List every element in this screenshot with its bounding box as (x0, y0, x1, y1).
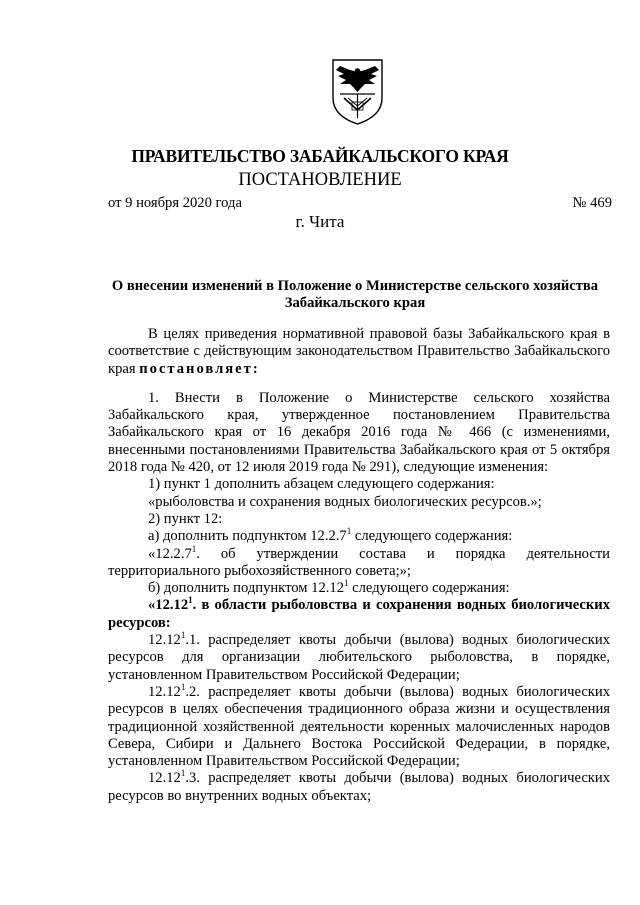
superscript: 1 (344, 578, 349, 589)
item-2a-quote (108, 543, 610, 581)
item-2a-quote-num: «12.2.7 (148, 545, 192, 562)
decree-word: постановляет: (139, 360, 260, 377)
coat-of-arms-emblem (330, 58, 385, 126)
subitem-12-12-1 (108, 632, 610, 684)
subitem-num: 12.12 (148, 632, 181, 649)
item-2b-paragraph (108, 580, 610, 597)
document-city: г. Чита (295, 212, 345, 231)
superscript: 1 (180, 682, 186, 693)
subitem-text: .3. распределяет квоты добычи (вылова) водных биологических ресурсов во внутренних водных объектах; (108, 770, 610, 804)
superscript: 1 (346, 526, 352, 537)
item-2b-quote-heading (108, 597, 610, 632)
document-body (108, 326, 610, 805)
preamble-paragraph (108, 326, 610, 378)
superscript: 1 (180, 768, 186, 779)
superscript: 1 (188, 595, 193, 606)
item-2b-heading-num: «12.12 (148, 597, 189, 614)
item-2a-text-end: следующего содержания: (351, 528, 513, 545)
item-1-paragraph: 1. Внести в Положение о Министерстве сельского хозяйства Забайкальского края, утвержденное постановлением Правительства Забайкальского края от 16 декабря 2016 года № 466 (с изменениями, внесенными постановлениями Правительства Забайкальского края от 5 октября 2018 года № 420, от 12 июля 2019 года № 291), следующие изменения: (108, 389, 610, 476)
subitem-num: 12.12 (148, 683, 181, 700)
item-1-1-paragraph: 1) пункт 1 дополнить абзацем следующего содержания: (148, 476, 495, 493)
subitem-12-12-2 (108, 684, 610, 770)
document-subject: О внесении изменений в Положение о Министерстве сельского хозяйства Забайкальского края (111, 278, 599, 312)
subitem-num: 12.12 (148, 770, 181, 787)
superscript: 1 (180, 630, 186, 641)
government-title: ПРАВИТЕЛЬСТВО ЗАБАЙКАЛЬСКОГО КРАЯ (131, 146, 509, 166)
item-2a-paragraph (108, 528, 610, 545)
item-2b-text-end: следующего содержания: (348, 580, 510, 597)
subitem-text: .1. распределяет квоты добычи (вылова) водных биологических ресурсов для организации любительского рыболовства, в порядке, установленном Правительством Российской Федерации; (108, 632, 610, 683)
item-2a-text: а) дополнить подпунктом 12.2.7 (148, 528, 347, 545)
preamble-text: В целях приведения нормативной правовой базы Забайкальского края в соответствие с действующим законодательством Правительство Забайкальского края (108, 326, 610, 377)
superscript: 1 (191, 543, 197, 554)
document-date: от 9 ноября 2020 года (108, 195, 242, 211)
item-1-1-quote: «рыболовства и сохранения водных биологических ресурсов.»; (148, 493, 542, 510)
subitem-12-12-3 (108, 770, 610, 805)
item-2-paragraph: 2) пункт 12: (148, 510, 223, 527)
subitem-text: .2. распределяет квоты добычи (вылова) водных биологических ресурсов в целях обеспечения традиционного образа жизни и осуществления традиционной хозяйственной деятельности коренных малочисленных народов Севера, Сибири и Дальнего Востока Российской Федерации, в порядке, установленном Правительством Российской Федерации; (108, 683, 610, 770)
item-2b-text: б) дополнить подпунктом 12.12 (148, 580, 345, 597)
document-number: № 469 (572, 195, 612, 211)
item-2a-quote-text: . об утверждении состава и порядка деятельности территориального рыбохозяйственного совета;»; (108, 545, 610, 579)
document-type: ПОСТАНОВЛЕНИЕ (238, 170, 402, 190)
item-2b-heading-text: . в области рыболовства и сохранения водных биологических ресурсов: (108, 597, 610, 631)
